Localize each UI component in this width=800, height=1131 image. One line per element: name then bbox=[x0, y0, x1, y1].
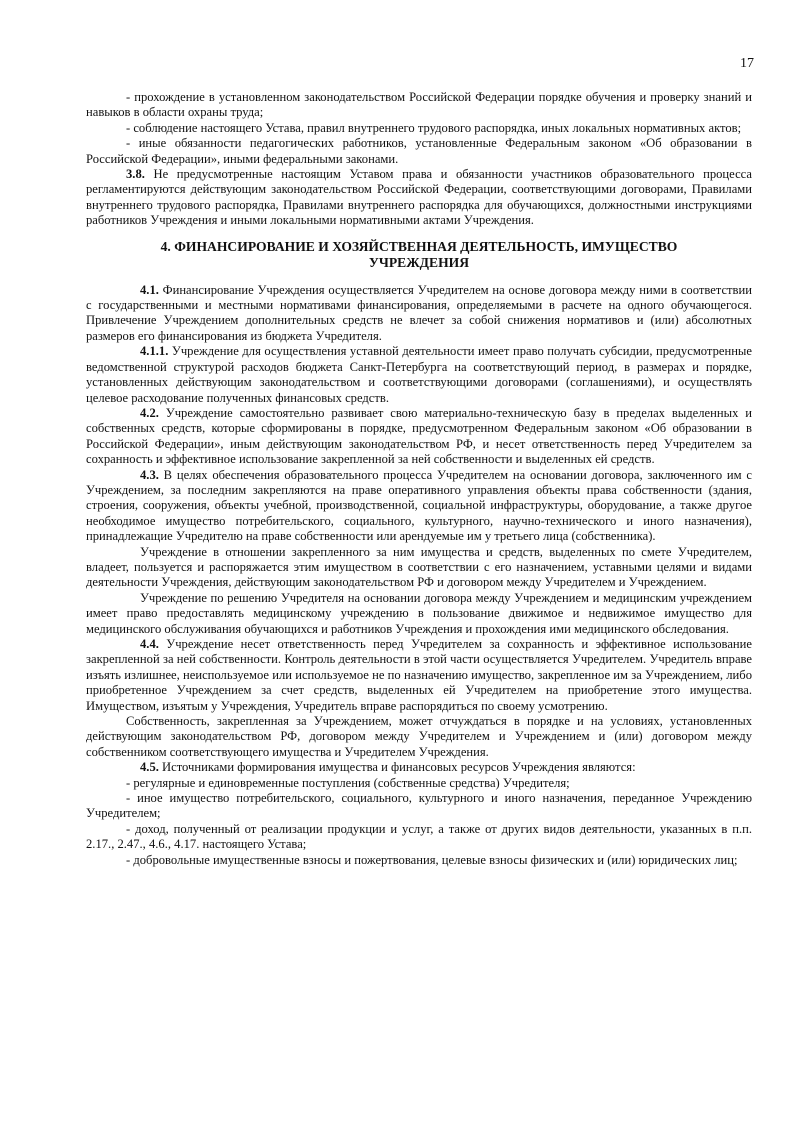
clause-3-8 bbox=[86, 167, 752, 229]
clause-text: Финансирование Учреждения осуществляется Учредителем на основе договора между ними в соответствии с государственными и местными нормативами финансирования, определяемыми в расчете на одного обучающегося. Привлечение Учреждением дополнительных средств не влечет за собой снижения нормативов и (или) абсолютных размеров его финансирования из бюджета Учредителя. bbox=[86, 282, 752, 343]
clause-4-3 bbox=[86, 468, 752, 545]
clause-number: 4.5. bbox=[140, 760, 159, 775]
clause-number: 4.1.1. bbox=[140, 344, 169, 359]
section-heading: 4. ФИНАНСИРОВАНИЕ И ХОЗЯЙСТВЕННАЯ ДЕЯТЕЛЬНОСТЬ, ИМУЩЕСТВО УЧРЕЖДЕНИЯ bbox=[160, 238, 678, 270]
clause-text: Учреждение несет ответственность перед Учредителем за сохранность и эффективное использование закрепленной за ней собственности. Контроль деятельности в этой части осуществляется Учредителем. Учредитель вправе изъять излишнее, неиспользуемое или используемое не по назначению имущество, закрепленное им за Учреждением, либо приобретенное Учреждением за счет средств, выделенных ей Учредителем на приобретение этого имущества. Имуществом, изъятым у Учреждения, Учредитель вправе распорядиться по своему усмотрению. bbox=[86, 637, 752, 713]
clause-4-3-medical: Учреждение по решению Учредителя на основании договора между Учреждением и медицинским учреждением имеет право предоставлять медицинскому учреждению в пользование движимое и недвижимое имущество для медицинского обслуживания обучающихся и работников Учреждения и прохождения ими медицинского обследования. bbox=[86, 590, 752, 636]
clause-text: Не предусмотренные настоящим Уставом права и обязанности участников образовательного процесса регламентируются действующим законодательством Российской Федерации, соответствующими договорами, Правилами внутреннего трудового распорядка, Правилами внутреннего распорядка для обучающихся, должностными инструкциями работников Учреждения и иными локальными нормативными актами Учреждения. bbox=[86, 167, 752, 228]
clause-number: 3.8. bbox=[126, 167, 145, 182]
page-number: 17 bbox=[740, 56, 754, 71]
clause-text: Учреждение самостоятельно развивает свою материально-техническую базу в пределах выделенных и собственных средств, которые сформированы в порядке, предусмотренном Федеральным законом «Об образовании в Российской Федерации», иным действующим законодательством РФ, и несет ответственность перед Учредителем за сохранность и эффективное использование закрепленной за ней собственности и выделенных ей средств. bbox=[86, 405, 752, 467]
clause-text: Источниками формирования имущества и финансовых ресурсов Учреждения являются: bbox=[158, 760, 636, 775]
clause-number: 4.3. bbox=[140, 467, 159, 482]
source-item-income: - доход, полученный от реализации продукции и услуг, а также от других видов деятельности, указанных в п.п. 2.17., 2.47., 4.6., 4.17. настоящего Устава; bbox=[86, 821, 752, 852]
duty-item-training: - прохождение в установленном законодательством Российской Федерации порядке обучения и проверку знаний и навыков в области охраны труда; bbox=[86, 90, 752, 120]
clause-4-2 bbox=[86, 406, 752, 468]
source-item-donations: - добровольные имущественные взносы и пожертвования, целевые взносы физических и (или) юридических лиц; bbox=[126, 852, 738, 867]
duty-item-charter: - соблюдение настоящего Устава, правил внутреннего трудового распорядка, иных локальных нормативных актов; bbox=[126, 120, 742, 135]
clause-4-4-alienation: Собственность, закрепленная за Учреждением, может отчуждаться в порядке и на условиях, установленных действующим законодательством РФ, договором между Учредителем и Учреждением и (или) договором между собственником соответствующего имущества и Учредителем Учреждения. bbox=[86, 714, 752, 759]
clause-number: 4.1. bbox=[140, 282, 159, 297]
clause-text: В целях обеспечения образовательного процесса Учредителем на основании договора, заключенного им с Учреждением, за последним закрепляются на праве оперативного управления объекты права собственности (здания, строения, сооружения, объекты учебной, производственной, социальной инфраструктуры, оборудование, а также другое необходимое имущество потребительского, социального, культурного, научно-технического и иного назначения), принадлежащие Учредителю на праве собственности или арендуемые им у третьего лица (собственника). bbox=[86, 467, 752, 544]
clause-4-3-property: Учреждение в отношении закрепленного за ним имущества и средств, выделенных по смете Учредителем, владеет, пользуется и распоряжается этим имуществом в соответствии с его назначением, уставными целями и видами деятельности Учреждения, действующим законодательством РФ и договором между Учредителем и Учреждением. bbox=[86, 544, 752, 590]
clause-4-1-1 bbox=[86, 344, 752, 406]
duty-item-other: - иные обязанности педагогических работников, установленные Федеральным законом «Об образовании в Российской Федерации», иными федеральными законами. bbox=[86, 136, 752, 166]
source-item-property: - иное имущество потребительского, социального, культурного и иного назначения, переданное Учреждению Учредителем; bbox=[86, 791, 752, 821]
clause-text: Учреждение для осуществления уставной деятельности имеет право получать субсидии, предусмотренные ведомственной структурой расходов бюджета Санкт-Петербурга на соответствующий период, в размерах и порядке, установленных действующим законодательством и соответствующими договорами (соглашениями), и осуществлять целевое расходование полученных финансовых средств. bbox=[86, 344, 752, 405]
clause-4-5 bbox=[86, 760, 752, 775]
clause-number: 4.4. bbox=[140, 637, 159, 651]
clause-4-4 bbox=[86, 637, 752, 714]
source-item-founder: - регулярные и единовременные поступления (собственные средства) Учредителя; bbox=[126, 775, 570, 790]
clause-4-1 bbox=[86, 283, 752, 345]
clause-number: 4.2. bbox=[140, 405, 159, 420]
